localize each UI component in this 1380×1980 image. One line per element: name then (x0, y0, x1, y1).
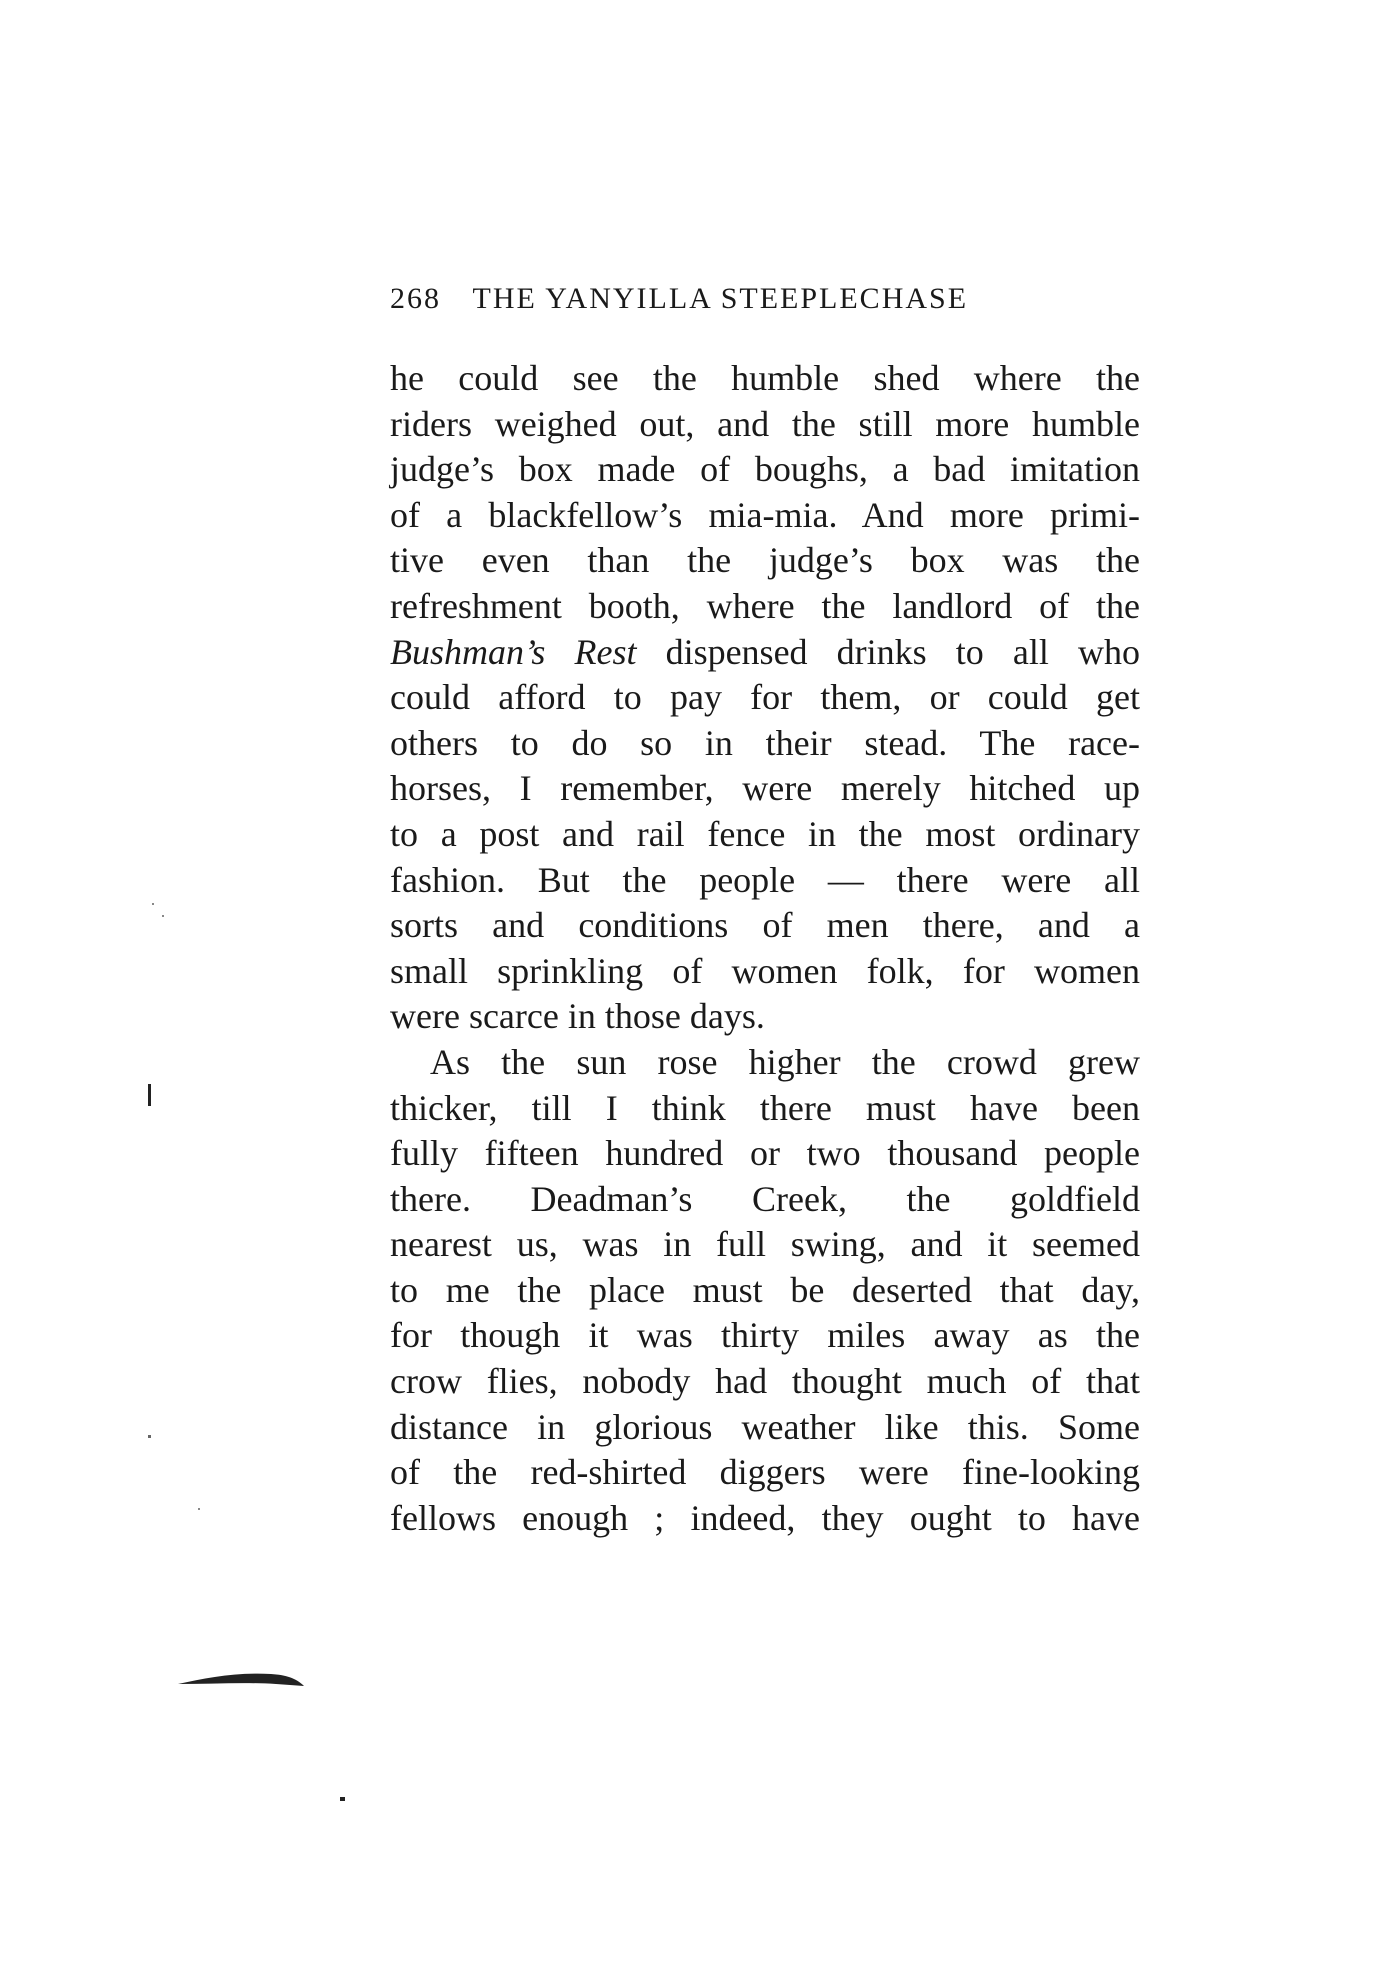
scan-speck (148, 1435, 151, 1438)
text-line: fellows enough ; indeed, they ought to have (390, 1497, 1140, 1538)
text-line-rest: dispensed drinks to all who (636, 631, 1140, 672)
text-line: crow flies, nobody had thought much of that (390, 1361, 1140, 1402)
running-head (390, 282, 1150, 326)
text-line: fully fifteen hundred or two thousand people (390, 1133, 1140, 1174)
text-line: tive even than the judge’s box was the (390, 540, 1140, 581)
text-line: to me the place must be deserted that day, (390, 1269, 1140, 1310)
scan-speck (152, 903, 154, 905)
text-line: judge’s box made of boughs, a bad imitation (390, 449, 1140, 490)
text-line: riders weighed out, and the still more humble (390, 403, 1140, 444)
text-line: thicker, till I think there must have been (390, 1087, 1140, 1128)
text-line: distance in glorious weather like this. Some (390, 1406, 1140, 1447)
body-text (390, 356, 1140, 1541)
text-line: could afford to pay for them, or could get (390, 677, 1140, 718)
text-line: horses, I remember, were merely hitched up (390, 768, 1140, 809)
running-title: THE YANYILLA STEEPLECHASE (472, 282, 969, 315)
text-line-with-italic (390, 630, 1140, 676)
text-line: for though it was thirty miles away as the (390, 1315, 1140, 1356)
scan-speck (148, 1084, 151, 1106)
text-line: were scarce in those days. (390, 996, 765, 1037)
scan-speck (340, 1797, 345, 1801)
text-line: small sprinkling of women folk, for women (390, 950, 1140, 991)
text-line: he could see the humble shed where the (390, 358, 1140, 398)
text-line: there. Deadman’s Creek, the goldfield (390, 1178, 1140, 1219)
scan-smudge (176, 1664, 306, 1690)
text-line: others to do so in their stead. The race- (390, 722, 1140, 763)
text-line: to a post and rail fence in the most ordinary (390, 813, 1140, 854)
text-line: nearest us, was in full swing, and it seemed (390, 1224, 1140, 1265)
text-line: of the red-shirted diggers were fine-looking (390, 1452, 1140, 1493)
text-line: sorts and conditions of men there, and a (390, 905, 1140, 946)
text-line: of a blackfellow’s mia-mia. And more primi- (390, 494, 1140, 535)
text-line: As the sun rose higher the crowd grew (430, 1041, 1140, 1082)
scan-speck (162, 915, 164, 917)
scan-speck (198, 1508, 200, 1510)
page-number: 268 (390, 282, 441, 315)
text-line: fashion. But the people — there were all (390, 859, 1140, 900)
text-line: refreshment booth, where the landlord of the (390, 585, 1140, 626)
italic-inn-name: Bushman’s Rest (390, 631, 637, 672)
